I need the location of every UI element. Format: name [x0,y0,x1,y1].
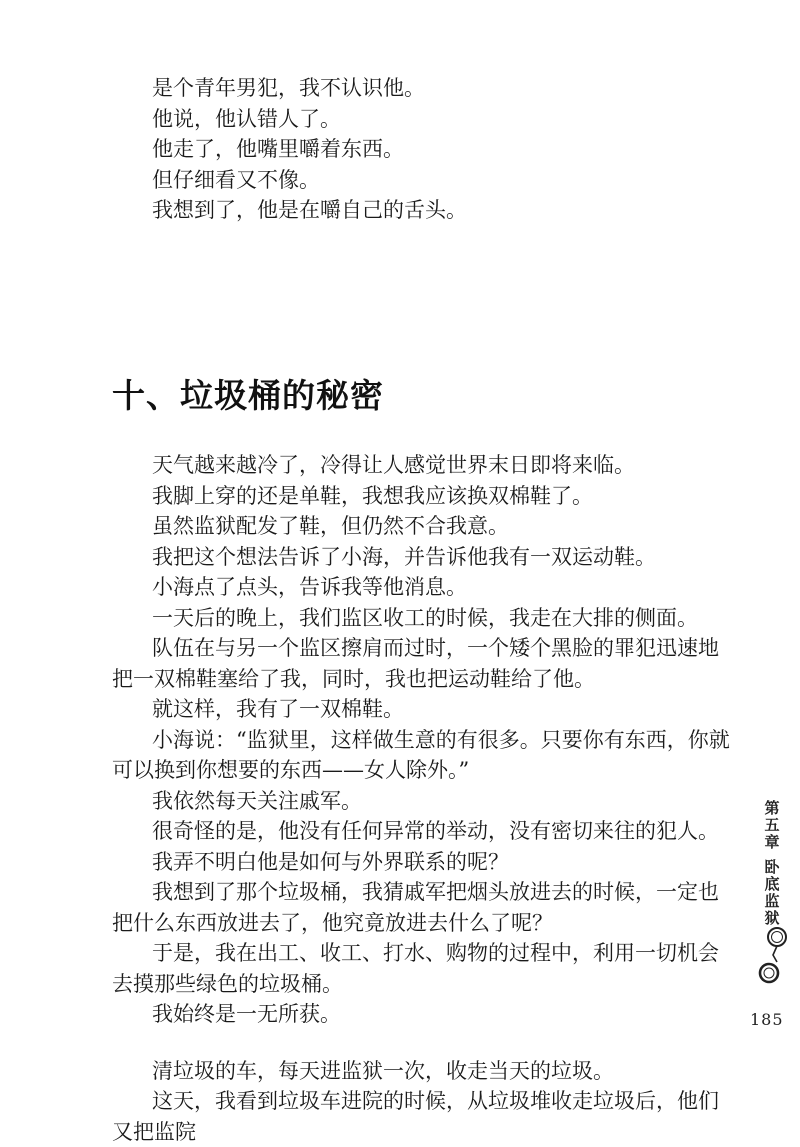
chapter-side-tab [752,800,792,927]
paragraph: 我想到了那个垃圾桶，我猜戚军把烟头放进去的时候，一定也把什么东西放进去了，他究竟放进去什么了呢？ [112,880,719,935]
paragraph: 是个青年男犯，我不认识他。 [152,76,425,100]
paragraph: 就这样，我有了一双棉鞋。 [152,697,404,721]
paragraph: 我始终是一无所获。 [152,1002,341,1026]
chapter-number: 第 五 章 [764,799,780,851]
page-number: 185 [750,1010,784,1029]
paragraph: 我想到了，他是在嚼自己的舌头。 [152,198,467,222]
paragraph: 他走了，他嘴里嚼着东西。 [152,137,404,161]
paragraph: 他说，他认错人了。 [152,106,341,131]
paragraph: 我把这个想法告诉了小海，并告诉他我有一双运动鞋。 [152,544,656,569]
paragraph: 小海点了点头，告诉我等他消息。 [152,575,467,599]
paragraph: 天气越来越冷了，冷得让人感觉世界末日即将来临。 [152,453,635,477]
paragraph: 很奇怪的是，他没有任何异常的举动，没有密切来往的犯人。 [152,819,719,843]
paragraph: 一天后的晚上，我们监区收工的时候，我走在大排的侧面。 [152,605,698,630]
handcuffs-icon [757,925,789,987]
paragraph: 但仔细看又不像。 [152,167,320,192]
paragraph: 这天，我看到垃圾车进院的时候，从垃圾堆收走垃圾后，他们又把监院 [112,1089,719,1144]
paragraph: 清垃圾的车，每天进监狱一次，收走当天的垃圾。 [152,1058,614,1083]
paragraph-gap [112,1030,732,1056]
paragraph: 小海说：“监狱里，这样做生意的有很多。只要你有东西，你就可以换到你想要的东西——女人除外。” [112,727,730,782]
paragraph: 我脚上穿的还是单鞋，我想我应该换双棉鞋了。 [152,483,593,508]
paragraph: 队伍在与另一个监区擦肩而过时，一个矮个黑脸的罪犯迅速地把一双棉鞋塞给了我，同时，我也把运动鞋给了他。 [112,636,719,691]
main-text-block [112,450,732,1147]
paragraph: 我依然每天关注戚军。 [152,788,362,813]
paragraph: 于是，我在出工、收工、打水、购物的过程中，利用一切机会去摸那些绿色的垃圾桶。 [112,941,719,996]
chapter-title: 卧 底 监 狱 [764,858,780,927]
section-title: 十、垃圾桶的秘密 [112,376,384,415]
top-text-block [112,73,732,226]
paragraph: 我弄不明白他是如何与外界联系的呢？ [152,849,509,874]
paragraph: 虽然监狱配发了鞋，但仍然不合我意。 [152,514,509,538]
